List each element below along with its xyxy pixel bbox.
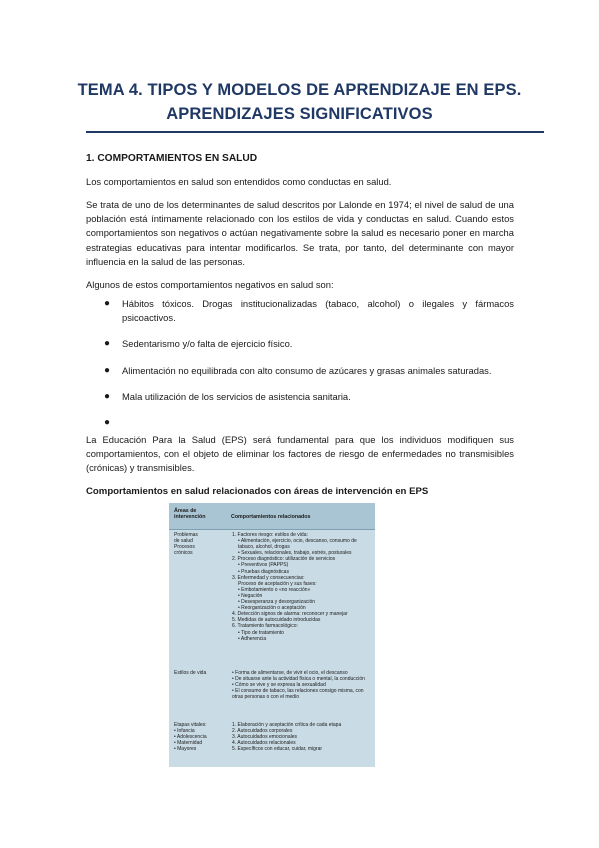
paragraph-4: La Educación Para la Salud (EPS) será fundamental para que los individuos modifiquen sus comportamientos, con el objeto de eliminar los factores de riesgo de enfermedades no transmisibles (crónicas) y transmisibles. bbox=[86, 434, 514, 474]
table-caption: Comportamientos en salud relacionados con áreas de intervención en EPS bbox=[86, 486, 429, 497]
table-cell-area: • Mayores bbox=[174, 746, 197, 753]
table-cell-area: Etapas vitales: bbox=[174, 722, 207, 728]
table-cell-line: • Negación bbox=[238, 592, 263, 599]
paragraph-2: Se trata de uno de los determinantes de salud descritos por Lalonde en 1974; el nivel de salud de una población está íntimamente relacionado con los estilos de vida y conductas en salud. Cuando estos comportamientos son negativos o actúan negativamente sobre la salud es necesario poner en marcha estrategias educativas para intentar modificarlos. Se trata, por tanto, del determinante con mayor influencia en la salud de las personas. bbox=[86, 199, 514, 267]
table-cell-line: • Adherencia bbox=[238, 635, 267, 642]
table-cell-line: • Reorganización o aceptación bbox=[238, 605, 306, 612]
table-cell-line: Proceso de aceptación y sus fases: bbox=[238, 580, 317, 587]
table-cell-line: 3. Autocuidados emocionales bbox=[232, 734, 298, 741]
row1-behaviours bbox=[232, 532, 372, 642]
table-cell-line: • De situarse ante la actividad física o mental, la conducción bbox=[232, 676, 365, 683]
table-cell-line: • Pruebas diagnósticas bbox=[238, 568, 289, 575]
table-cell-area: • Adolescencia bbox=[174, 734, 207, 741]
table-cell-line: • Alimentación, ejercicio, ocio, descanso, consumo de tabaco, alcohol, drogas bbox=[238, 538, 357, 551]
table-cell-area: Procesos bbox=[174, 544, 195, 551]
row2-behaviours bbox=[232, 670, 372, 700]
bullet-text: Sedentarismo y/o falta de ejercicio físico. bbox=[122, 338, 293, 350]
table-cell-line: 2. Autocuidados corporales bbox=[232, 728, 293, 735]
bullet-dot: ● bbox=[104, 364, 111, 376]
section-heading: 1. COMPORTAMIENTOS EN SALUD bbox=[86, 153, 258, 164]
row3-behaviours bbox=[232, 722, 372, 752]
table-cell-line: 1. Factores riesgo: estilos de vida: bbox=[232, 532, 308, 538]
table-cell-line: • Preventivos (PAPPS) bbox=[238, 562, 289, 569]
bullet-dot: ● bbox=[104, 298, 111, 309]
row1-area bbox=[174, 532, 226, 556]
bullet-text: Hábitos tóxicos. Drogas institucionalizadas (tabaco, alcohol) o ilegales y fármacos psicoactivos. bbox=[122, 298, 514, 324]
bullet-item bbox=[86, 337, 514, 351]
table-cell-line: 4. Autocuidados relacionales bbox=[232, 740, 296, 747]
title-line-1: TEMA 4. TIPOS Y MODELOS DE APRENDIZAJE EN EPS. bbox=[77, 81, 522, 99]
bullet-text: Alimentación no equilibrada con alto consumo de azúcares y grasas animales saturadas. bbox=[122, 364, 492, 376]
bullet-dot: ● bbox=[104, 417, 111, 429]
table-cell-line: 1. Elaboración y aceptación crítica de cada etapa bbox=[232, 722, 342, 728]
table-cell-area: • Infancia bbox=[174, 728, 195, 735]
table-cell-line: • Forma de alimentarse, de vivir el ocio, el descanso bbox=[232, 670, 348, 676]
table-cell-area: • Maternidad bbox=[174, 740, 203, 747]
table-cell-line: 3. Enfermedad y consecuencias: bbox=[232, 574, 305, 581]
bullet-text: Mala utilización de los servicios de asistencia sanitaria. bbox=[122, 390, 351, 402]
bullet-dot: ● bbox=[104, 390, 111, 402]
table-cell-line: 5. Específicos con educar, cuidar, migrar bbox=[232, 746, 323, 753]
table-cell-line: • El consumo de tabaco, las relaciones consigo misma, con otras personas o con el medio bbox=[232, 688, 364, 701]
header-rule bbox=[169, 529, 375, 530]
title-line-2: APRENDIZAJES SIGNIFICATIVOS bbox=[166, 105, 433, 123]
table-cell-area: de salud bbox=[174, 538, 193, 545]
bullet-item bbox=[86, 390, 514, 404]
row3-area bbox=[174, 722, 226, 752]
bullet-item bbox=[86, 364, 514, 378]
bullet-list bbox=[86, 297, 514, 430]
paragraph-3: Algunos de estos comportamientos negativos en salud son: bbox=[86, 279, 334, 290]
table-cell-line: • Tipo de tratamiento bbox=[238, 629, 284, 636]
table-cell-line: 5. Medidas de autocuidado introducidas bbox=[232, 617, 321, 624]
bullet-item-empty bbox=[86, 416, 514, 430]
table-cell-area: crónicos bbox=[174, 550, 193, 557]
intervention-table bbox=[169, 503, 375, 767]
paragraph-1: Los comportamientos en salud son entendidos como conductas en salud. bbox=[86, 176, 392, 187]
table-cell-line: • Cómo se vive y se expresa la sexualidad bbox=[232, 682, 326, 689]
bullet-item bbox=[86, 297, 514, 325]
document-title bbox=[60, 78, 539, 126]
table-cell-line: 4. Detección signos de alarma: reconocer y manejar bbox=[232, 611, 348, 618]
table-cell-line: 2. Proceso diagnóstico: utilización de servicios bbox=[232, 556, 336, 563]
header-behaviours: Comportamientos relacionados bbox=[231, 514, 311, 520]
header-areas: Áreas de intervención bbox=[174, 508, 206, 520]
table-cell-line: 6. Tratamiento farmacológico: bbox=[232, 623, 298, 630]
table-cell-line: • Desesperanza y desorganización bbox=[238, 599, 316, 606]
table-cell-area: Problemas bbox=[174, 532, 198, 538]
table-header bbox=[169, 503, 375, 529]
table-cell-line: • Embotamiento o «no reacción» bbox=[238, 586, 311, 593]
title-divider bbox=[86, 131, 544, 133]
table-cell-line: • Sexuales, relacionales, trabajo, estrés, posturales bbox=[238, 550, 352, 557]
bullet-dot: ● bbox=[104, 338, 111, 350]
row2-area bbox=[174, 670, 226, 676]
table-cell-area: Estilos de vida bbox=[174, 670, 207, 676]
